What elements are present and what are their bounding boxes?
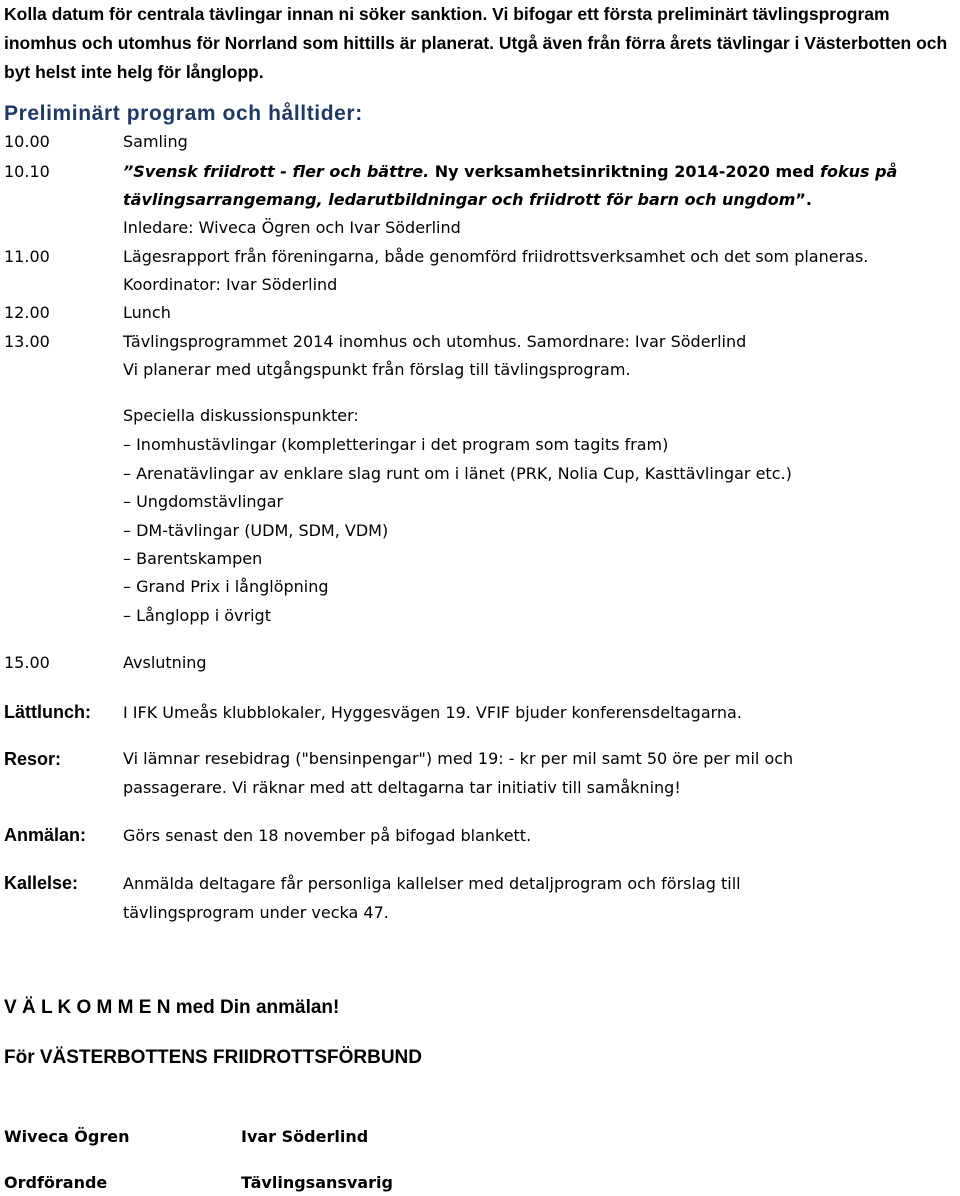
discussion-item: – Barentskampen	[123, 549, 263, 568]
organization-line: För VÄSTERBOTTENS FRIIDROTTSFÖRBUND	[4, 1047, 422, 1068]
discussion-item: – DM-tävlingar (UDM, SDM, VDM)	[123, 521, 389, 540]
welcome-line: V Ä L K O M M E N med Din anmälan!	[4, 997, 340, 1018]
discussion-item: – Arenatävlingar av enklare slag runt om i länet (PRK, Nolia Cup, Kasttävlingar etc.)	[123, 464, 792, 483]
intro-paragraph: Kolla datum för centrala tävlingar innan ni söker sanktion. Vi bifogar ett första preliminärt tävlingsprogram inomhus och utomhus för Norrland som hittills är planerat. Utgå även från förra årets tävlingar i Västerbotten och byt helst inte helg för långlopp.	[4, 4, 948, 82]
info-kallelse-line2: tävlingsprogram under vecka 47.	[123, 903, 389, 922]
signature-role: Tävlingsansvarig	[241, 1173, 393, 1192]
item-svensk-friidrott-title: ”Svensk friidrott - fler och bättre.	[123, 162, 430, 181]
item-tavlingsprogrammet-line2: Vi planerar med utgångspunkt från förslag till tävlingsprogram.	[123, 360, 631, 379]
time-1200: 12.00	[4, 303, 50, 322]
time-1000: 10.00	[4, 132, 50, 151]
item-lunch: Lunch	[123, 303, 171, 322]
signature-name: Ivar Söderlind	[241, 1127, 369, 1146]
item-coordinator: Koordinator: Ivar Söderlind	[123, 275, 338, 294]
time-1300: 13.00	[4, 332, 50, 351]
discussion-item: – Långlopp i övrigt	[123, 606, 271, 625]
label-anmalan: Anmälan:	[4, 825, 87, 845]
info-resor: Vi lämnar resebidrag ("bensinpengar") med 19: - kr per mil samt 50 öre per mil och	[123, 749, 794, 768]
item-svensk-friidrott-line2	[123, 190, 812, 209]
item-svensk-friidrott-focus-2: tävlingsarrangemang, ledarutbildningar och friidrott för barn och ungdom	[123, 190, 796, 209]
program-heading: Preliminärt program och hålltider:	[4, 102, 363, 125]
item-lagesrapport: Lägesrapport från föreningarna, både genomförd friidrottsverksamhet och det som planeras.	[123, 247, 869, 266]
label-resor: Resor:	[4, 749, 62, 769]
item-svensk-friidrott	[123, 162, 897, 181]
discussion-heading: Speciella diskussionspunkter:	[123, 406, 359, 425]
info-anmalan: Görs senast den 18 november på bifogad blankett.	[123, 826, 532, 845]
info-kallelse: Anmälda deltagare får personliga kallelser med detaljprogram och förslag till	[123, 874, 741, 893]
discussion-item: – Grand Prix i långlöpning	[123, 577, 329, 596]
time-1500: 15.00	[4, 653, 50, 672]
item-tavlingsprogrammet: Tävlingsprogrammet 2014 inomhus och utomhus. Samordnare: Ivar Söderlind	[123, 332, 747, 351]
item-svensk-friidrott-end: ”.	[795, 190, 812, 209]
label-lattlunch: Lättlunch:	[4, 702, 91, 722]
info-lattlunch: I IFK Umeås klubblokaler, Hyggesvägen 19. VFIF bjuder konferensdeltagarna.	[123, 703, 742, 722]
item-samling: Samling	[123, 132, 188, 151]
item-svensk-friidrott-focus: fokus på	[820, 162, 898, 181]
info-resor-line2: passagerare. Vi räknar med att deltagarna tar initiativ till samåkning!	[123, 778, 681, 797]
signature-role: Ordförande	[4, 1173, 108, 1192]
discussion-item: – Ungdomstävlingar	[123, 492, 284, 511]
item-leader: Inledare: Wiveca Ögren och Ivar Söderlind	[123, 218, 461, 237]
label-kallelse: Kallelse:	[4, 873, 79, 893]
item-avslutning: Avslutning	[123, 653, 207, 672]
time-1010: 10.10	[4, 162, 50, 181]
time-1100: 11.00	[4, 247, 50, 266]
item-svensk-friidrott-lead: Ny verksamhetsinriktning 2014-2020 med	[429, 162, 821, 181]
signature-name: Wiveca Ögren	[4, 1127, 130, 1146]
discussion-item: – Inomhustävlingar (kompletteringar i det program som tagits fram)	[123, 435, 669, 454]
